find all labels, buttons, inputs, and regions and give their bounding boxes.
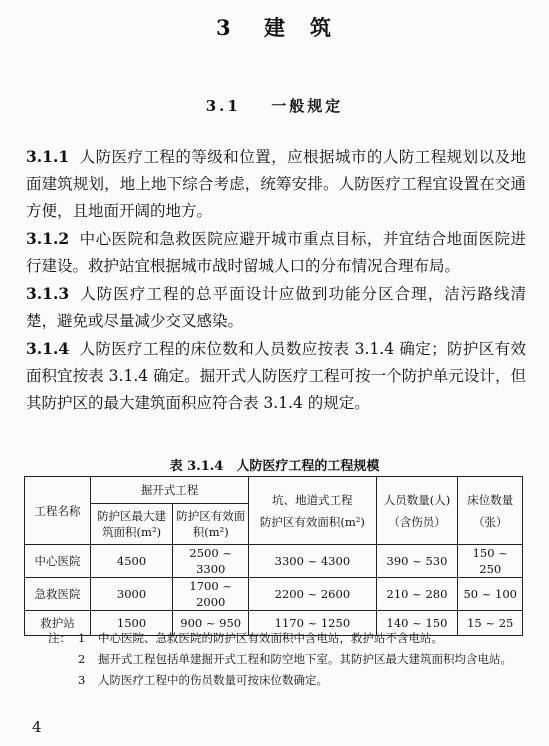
clause-text: 人防医疗工程的总平面设计应做到功能分区合理，洁污路线清楚，避免或尽量减少交叉感染。: [26, 285, 526, 330]
row-name: 救护站: [25, 611, 91, 636]
row-max-area: 4500: [91, 545, 173, 578]
clause-text: 人防医疗工程的床位数和人员数应按表 3.1.4 确定；防护区有效面积宜按表 3.1.4 确定。掘开式人防医疗工程可按一个防护单元设计，但其防护区的最大建筑面积应符合表 3.1.4 的规定。: [26, 340, 526, 412]
row-beds: 50 ~ 100: [458, 578, 523, 611]
header-name: 工程名称: [25, 477, 91, 545]
section-number: 3.1: [205, 97, 241, 115]
header-staff-note: （含伤员）: [388, 514, 446, 529]
row-name: 急救医院: [25, 578, 91, 611]
row-max-area: 1500: [91, 611, 173, 636]
note-text: 掘开式工程包括单建掘开式工程和防空地下室。其防护区最大建筑面积均含电站。: [98, 652, 512, 666]
row-staff: 210 ~ 280: [376, 578, 458, 611]
clause-text: 人防医疗工程的等级和位置，应根据城市的人防工程规划以及地面建筑规划，地上地下综合考虑，统筹安排。人防医疗工程宜设置在交通方便，且地面开阔的地方。: [26, 148, 526, 220]
row-name: 中心医院: [25, 545, 91, 578]
header-staff: [376, 477, 458, 545]
row-max-area: 3000: [91, 578, 173, 611]
note-item: [48, 628, 528, 649]
note-item: [48, 649, 528, 670]
header-beds-unit: （张）: [472, 514, 508, 529]
section-name: 一般规定: [271, 97, 344, 115]
note-text: 人防医疗工程中的伤员数量可按床位数确定。: [98, 673, 328, 687]
clause-3-1-3: [26, 280, 526, 335]
chapter-number: 3: [216, 15, 233, 40]
row-beds: 150 ~ 250: [458, 545, 523, 578]
clauses: [26, 143, 526, 417]
table-notes: [48, 628, 528, 691]
header-tunnel: [249, 477, 376, 545]
page-number: 4: [32, 718, 42, 736]
table-caption: 表 3.1.4 人防医疗工程的工程规模: [169, 459, 380, 474]
header-beds: [458, 477, 523, 545]
clause-text: 中心医院和急救医院应避开城市重点目标，并宜结合地面医院进行建设。救护站宜根据城市战时留城人口的分布情况合理布局。: [26, 230, 526, 275]
clause-3-1-2: [26, 225, 526, 280]
note-number: 2: [78, 652, 86, 666]
clause-3-1-1: [26, 143, 526, 225]
note-number: 1: [78, 631, 86, 645]
row-eff-area-open: 900 ~ 950: [173, 611, 249, 636]
row-staff: 390 ~ 530: [376, 545, 458, 578]
note-item: [48, 670, 528, 691]
row-eff-area-tunnel: 1170 ~ 1250: [249, 611, 376, 636]
header-max-area: 防护区最大建筑面积(m²): [91, 504, 173, 545]
header-staff-title: 人员数量(人): [383, 492, 451, 507]
table-row: [25, 578, 523, 611]
row-staff: 140 ~ 150: [376, 611, 458, 636]
clause-3-1-4: [26, 335, 526, 417]
row-eff-area-open: 2500 ~ 3300: [173, 545, 249, 578]
clause-number: 3.1.3: [26, 284, 70, 303]
header-eff-area-tunnel: 防护区有效面积(m²): [259, 514, 365, 529]
section-title: [0, 95, 549, 116]
row-beds: 15 ~ 25: [458, 611, 523, 636]
table-row: [25, 545, 523, 578]
chapter-title: [0, 12, 549, 42]
header-eff-area-open: 防护区有效面积(m²): [173, 504, 249, 545]
row-eff-area-tunnel: 3300 ~ 4300: [249, 545, 376, 578]
chapter-name: 建 筑: [263, 15, 333, 40]
header-open-cut: 掘开式工程: [91, 477, 249, 504]
scale-table: [24, 476, 523, 636]
clause-number: 3.1.1: [26, 147, 70, 166]
clause-number: 3.1.4: [26, 339, 70, 358]
header-beds-title: 床位数量: [467, 492, 514, 507]
header-tunnel-title: 坑、地道式工程: [272, 492, 353, 507]
row-eff-area-tunnel: 2200 ~ 2600: [249, 578, 376, 611]
notes-label: 注：: [48, 631, 71, 645]
clause-number: 3.1.2: [26, 229, 70, 248]
note-text: 中心医院、急救医院的防护区有效面积中含电站，救护站不含电站。: [98, 631, 443, 645]
row-eff-area-open: 1700 ~ 2000: [173, 578, 249, 611]
note-number: 3: [78, 673, 86, 687]
